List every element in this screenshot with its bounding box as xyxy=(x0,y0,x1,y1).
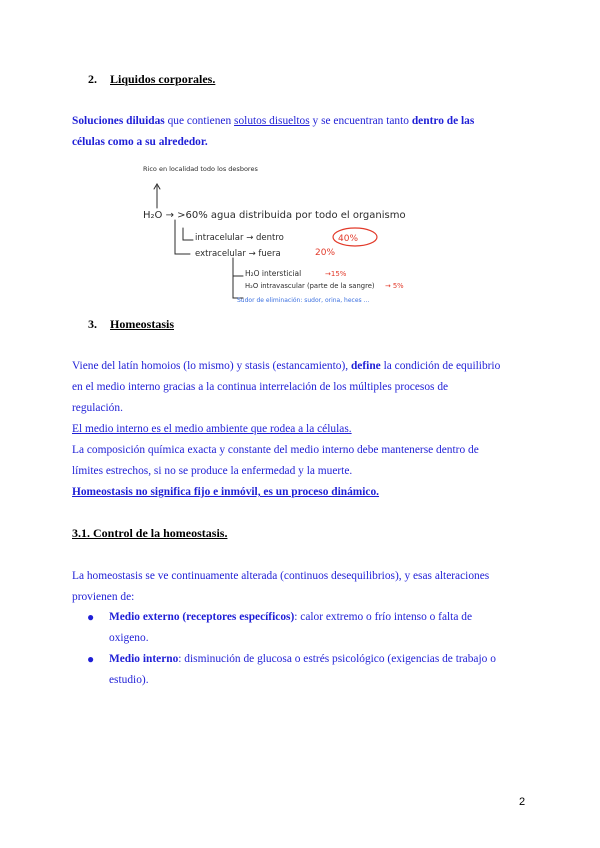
bullet-icon: ● xyxy=(87,652,95,666)
homeo-key-statement: Homeostasis no significa fijo e inmóvil, es un proceso dinámico. xyxy=(72,486,380,498)
section-3-heading xyxy=(88,317,174,332)
bullet-text-cont: oxigeno. xyxy=(109,632,149,644)
intro-bold-term: Soluciones diluidas xyxy=(72,115,165,127)
section-number: 3. xyxy=(88,317,97,331)
homeo-line-2: en el medio interno gracias a la continua interrelación de los múltiples procesos de xyxy=(72,381,449,393)
list-item xyxy=(87,607,529,649)
sketch-bottom-note: Sudor de eliminación: sudor, orina, heces ... xyxy=(237,297,370,304)
intro-bold-term: dentro de las xyxy=(411,115,475,127)
intro-text: y se encuentran tanto xyxy=(309,115,412,127)
homeo-text: la condición de equilibrio xyxy=(380,360,501,372)
control-line-2: provienen de: xyxy=(72,591,135,603)
bullet-text-cont: estudio). xyxy=(109,674,149,686)
control-line-1: La homeostasis se ve continuamente alterada (continuos desequilibrios), y esas alteraciones xyxy=(72,570,490,582)
bracket-line xyxy=(233,258,243,298)
homeo-line-6: límites estrechos, si no se produce la enfermedad y la muerte. xyxy=(72,465,353,477)
homeo-line-5: La composición química exacta y constante del medio interno debe mantenerse dentro de xyxy=(72,444,479,456)
intro-paragraph xyxy=(72,111,542,153)
list-item xyxy=(87,649,539,691)
page-number: 2 xyxy=(519,796,526,808)
intro-underlined-term: solutos disueltos xyxy=(234,115,310,127)
section-2-heading xyxy=(88,72,215,87)
control-paragraph xyxy=(72,566,542,608)
intro-line-2: células como a su alrededor. xyxy=(72,136,208,148)
homeostasis-paragraphs xyxy=(72,356,542,503)
bullet-text: : calor extremo o frío intenso o falta de xyxy=(294,611,473,623)
sketch-note-15: →15% xyxy=(325,270,347,278)
bullet-bold-term: Medio externo (receptores específicos) xyxy=(109,611,295,623)
sketch-line-5: H₂O intravascular (parte de la sangre) xyxy=(245,282,375,290)
intro-text: que contienen xyxy=(164,115,235,127)
homeo-line-3: regulación. xyxy=(72,402,123,414)
bullet-text: : disminución de glucosa o estrés psicológico (exigencias de trabajo o xyxy=(178,653,496,665)
sketch-note-5: → 5% xyxy=(385,282,404,290)
bullet-icon: ● xyxy=(87,610,95,624)
sketch-note-top: Rico en localidad todo los desbores xyxy=(143,165,258,173)
homeo-line-1 xyxy=(72,356,542,377)
section-title: Homeostasis xyxy=(110,317,174,331)
sketch-line-2: intracelular → dentro xyxy=(195,233,284,243)
section-title: 3.1. Control de la homeostasis. xyxy=(72,526,228,540)
homeo-text: Viene del latín homoios (lo mismo) y stasis (estancamiento), xyxy=(72,360,351,372)
sketch-line-1: H₂O → >60% agua distribuida por todo el organismo xyxy=(143,210,406,221)
sketch-pct-40: 40% xyxy=(338,234,359,244)
section-title: Liquidos corporales. xyxy=(110,72,216,86)
section-number: 2. xyxy=(88,72,97,86)
homeo-bold-term: define xyxy=(350,360,381,372)
intro-line-1 xyxy=(72,111,542,132)
section-3-1-heading xyxy=(72,526,227,541)
homeo-medio-interno: El medio interno es el medio ambiente que rodea a la células. xyxy=(72,423,352,435)
bracket-line xyxy=(183,228,193,240)
bullet-bold-term: Medio interno xyxy=(109,653,179,665)
sketch-line-3: extracelular → fuera xyxy=(195,249,281,259)
sketch-pct-20: 20% xyxy=(315,248,336,258)
handwritten-diagram xyxy=(135,158,495,306)
sketch-line-4: H₂O intersticial xyxy=(245,269,302,278)
